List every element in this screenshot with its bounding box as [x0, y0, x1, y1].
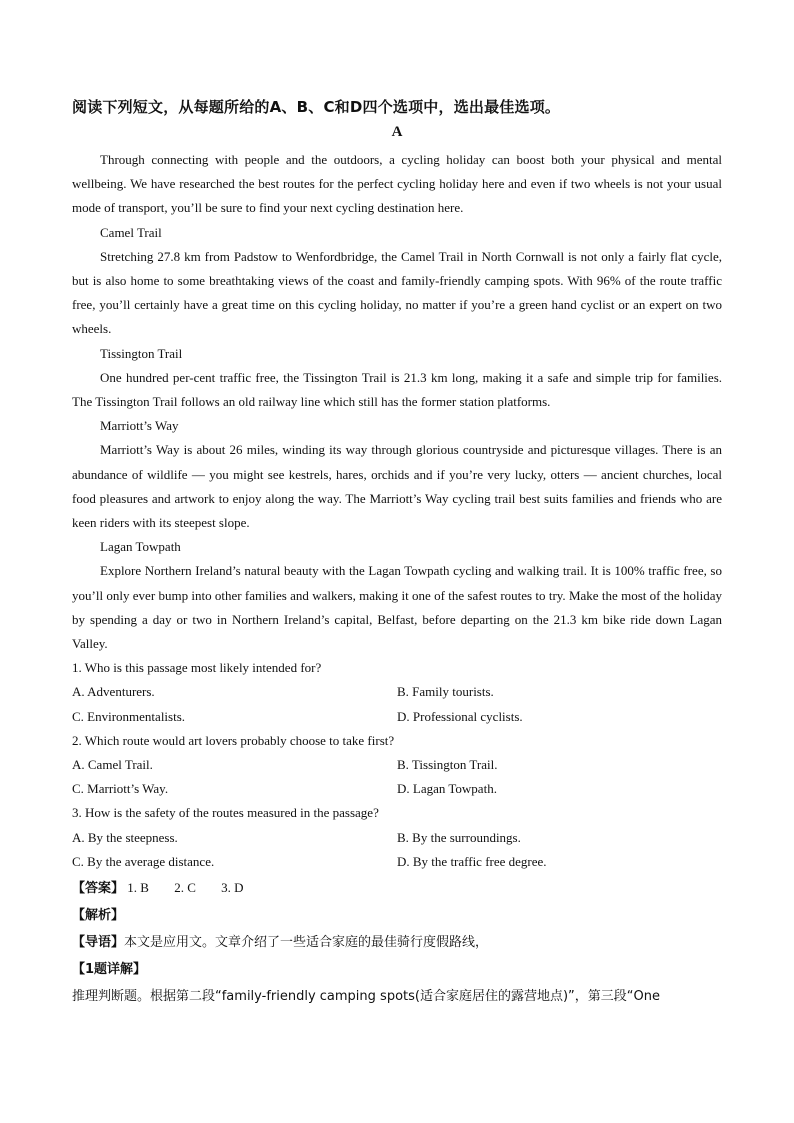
answer-tag: 【答案】	[72, 881, 125, 897]
section-letter: A	[391, 124, 403, 140]
option-b[interactable]: B. By the surroundings.	[397, 829, 521, 845]
option-b[interactable]: B. Family tourists.	[397, 684, 494, 700]
option-b[interactable]: B. Tissington Trail.	[397, 757, 498, 773]
guide-text: 本文是应用文。文章介绍了一些适合家庭的最佳骑行度假路线，	[124, 935, 489, 951]
answer-item: 1. B	[127, 880, 149, 896]
route-text-tissington: One hundred per-cent traffic free, the Tissington Trail is 21.3 km long, making it a safe and simple trip for families. The Tissington Trail follows an old railway line which still has the former station platforms.	[72, 369, 722, 410]
question-stem: 2. Which route would art lovers probably choose to take first?	[72, 732, 395, 748]
option-d[interactable]: D. By the traffic free degree.	[397, 853, 547, 869]
answer-item: 2. C	[174, 880, 196, 896]
route-title-camel: Camel Trail	[100, 224, 162, 240]
route-text-lagan: Explore Northern Ireland’s natural beauty with the Lagan Towpath cycling and walking trail. It is 100% traffic free, so you’ll only ever bump into other families and walkers, making it one of the safest routes to try. Make the most of the holiday by spending a day or two in Northern Ireland’s capital, Belfast, before departing on the 21.3 km bike ride down Lagan Valley.	[72, 563, 722, 652]
guide-line	[72, 929, 722, 956]
analysis-tag: 【解析】	[72, 908, 125, 924]
question-options	[72, 826, 722, 874]
option-d[interactable]: D. Lagan Towpath.	[397, 781, 497, 797]
instruction-heading: 阅读下列短文，从每题所给的A、B、C和D四个选项中，选出最佳选项。	[72, 98, 561, 116]
detail-tag: 【1题详解】	[72, 962, 147, 978]
question-options	[72, 753, 722, 801]
detail-heading-line	[72, 956, 722, 983]
question-options	[72, 680, 722, 728]
guide-tag: 【导语】	[72, 935, 125, 951]
route-title-tissington: Tissington Trail	[100, 345, 183, 361]
option-d[interactable]: D. Professional cyclists.	[397, 708, 523, 724]
answer-line	[72, 874, 722, 902]
question-stem: 1. Who is this passage most likely intended for?	[72, 660, 322, 676]
option-a[interactable]: A. Camel Trail.	[72, 757, 153, 773]
route-text-marriott: Marriott’s Way is about 26 miles, winding its way through glorious countryside and picturesque villages. There is an abundance of wildlife — you might see kestrels, hares, orchids and if you’re very lucky, otters — ancient churches, local food pleasures and artwork to enjoy along the way. The Marriott’s Way cycling trail best suits families and friends who are keen riders with its steepest slope.	[72, 442, 722, 531]
option-c[interactable]: C. Environmentalists.	[72, 708, 186, 724]
route-title-marriott: Marriott’s Way	[100, 418, 179, 434]
analysis-line	[72, 902, 722, 929]
option-a[interactable]: A. By the steepness.	[72, 829, 178, 845]
answer-item: 3. D	[221, 880, 244, 896]
option-a[interactable]: A. Adventurers.	[72, 684, 155, 700]
document-page	[72, 96, 722, 1010]
option-c[interactable]: C. By the average distance.	[72, 853, 215, 869]
option-c[interactable]: C. Marriott’s Way.	[72, 781, 169, 797]
question-stem: 3. How is the safety of the routes measured in the passage?	[72, 805, 379, 821]
route-text-camel: Stretching 27.8 km from Padstow to Wenfordbridge, the Camel Trail in North Cornwall is not only a fairly flat cycle, but is also home to some breathtaking views of the coast and family-friendly camping spots. With 96% of the route traffic free, you’ll certainly have a great time on this cycling holiday, no matter if you’re a green hand cyclist or an expert on two wheels.	[72, 248, 722, 337]
detail-text: 推理判断题。根据第二段“family-friendly camping spots(适合家庭居住的露营地点)”，第三段“One	[72, 989, 660, 1005]
intro-paragraph: Through connecting with people and the outdoors, a cycling holiday can boost both your physical and mental wellbeing. We have researched the best routes for the perfect cycling holiday here and even if two wheels is not your usual mode of transport, you’ll be sure to find your next cycling destination here.	[72, 152, 722, 216]
route-title-lagan: Lagan Towpath	[100, 539, 181, 555]
